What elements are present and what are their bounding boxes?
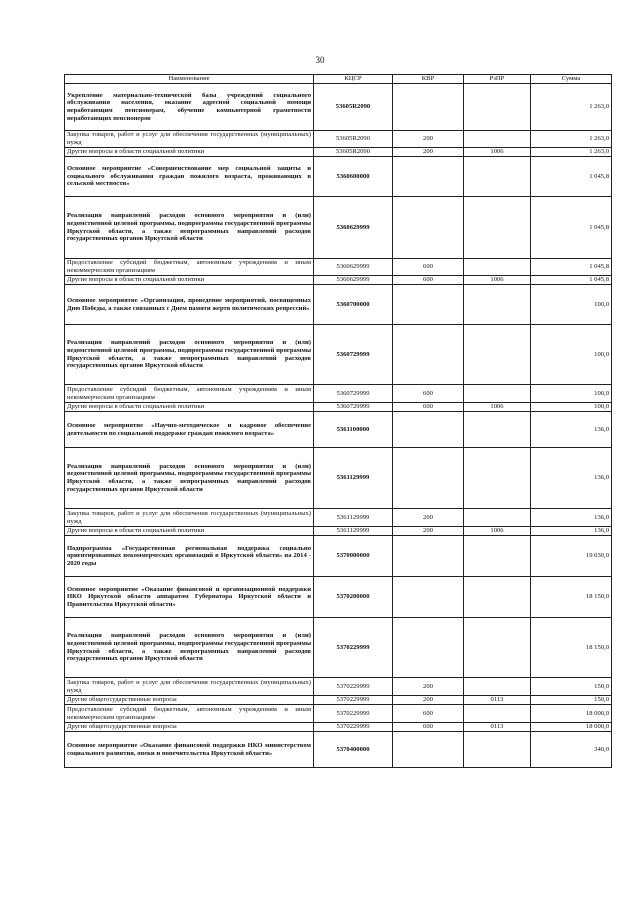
row-sum-cell: 18 150,0 bbox=[531, 618, 612, 678]
row-kvr-cell bbox=[393, 84, 464, 131]
row-rzpr-cell bbox=[464, 678, 531, 696]
row-kvr-cell bbox=[393, 448, 464, 509]
row-rzpr-cell bbox=[464, 705, 531, 723]
row-rzpr-cell bbox=[464, 509, 531, 527]
table-row bbox=[65, 678, 612, 696]
row-kvr-cell bbox=[393, 732, 464, 768]
row-kcsr-cell: 5360700000 bbox=[314, 285, 393, 325]
row-rzpr-cell bbox=[464, 285, 531, 325]
row-sum-cell: 136,0 bbox=[531, 509, 612, 527]
table-row bbox=[65, 325, 612, 385]
row-rzpr-cell bbox=[464, 197, 531, 259]
row-sum-cell: 136,0 bbox=[531, 527, 612, 536]
row-rzpr-cell bbox=[464, 618, 531, 678]
row-name-cell: Укрепление материально-технической базы учреждений социального обслуживания населения, оказание адресной социальной помощи неработающим пенсионерам, обучение компьютерной грамотности неработающих пенсионеров bbox=[65, 84, 314, 131]
row-kvr-cell: 600 bbox=[393, 385, 464, 403]
row-kcsr-cell: 5360600000 bbox=[314, 157, 393, 197]
row-name-cell: Закупка товаров, работ и услуг для обеспечения государственных (муниципальных) нужд bbox=[65, 509, 314, 527]
row-sum-cell: 18 150,0 bbox=[531, 577, 612, 618]
row-kcsr-cell: 5370200000 bbox=[314, 577, 393, 618]
row-kcsr-cell: 5360629999 bbox=[314, 276, 393, 285]
row-name-cell: Основное мероприятие «Оказание финансовой и организационной поддержки НКО Иркутской области аппаратом Губернатора Иркутской области и Правительства Иркутской области» bbox=[65, 577, 314, 618]
row-name-cell: Предоставление субсидий бюджетным, автономным учреждениям и иным некоммерческим организациям bbox=[65, 705, 314, 723]
row-kcsr-cell: 53605R2090 bbox=[314, 84, 393, 131]
row-rzpr-cell bbox=[464, 157, 531, 197]
row-name-cell: Предоставление субсидий бюджетным, автономным учреждениям и иным некоммерческим организациям bbox=[65, 259, 314, 276]
row-kvr-cell: 200 bbox=[393, 148, 464, 157]
table-row bbox=[65, 403, 612, 412]
row-kvr-cell bbox=[393, 285, 464, 325]
table-header bbox=[65, 75, 612, 84]
row-sum-cell: 100,0 bbox=[531, 325, 612, 385]
row-name-cell: Другие общегосударственные вопросы bbox=[65, 723, 314, 732]
table-row bbox=[65, 131, 612, 148]
budget-table bbox=[64, 74, 612, 768]
row-rzpr-cell bbox=[464, 412, 531, 448]
table-row bbox=[65, 527, 612, 536]
row-rzpr-cell bbox=[464, 448, 531, 509]
row-name-cell: Другие вопросы в области социальной политики bbox=[65, 276, 314, 285]
row-kvr-cell bbox=[393, 536, 464, 577]
row-rzpr-cell: 1006 bbox=[464, 403, 531, 412]
row-sum-cell: 1 045,8 bbox=[531, 197, 612, 259]
row-kvr-cell: 200 bbox=[393, 527, 464, 536]
row-kvr-cell bbox=[393, 325, 464, 385]
row-rzpr-cell bbox=[464, 259, 531, 276]
row-sum-cell: 1 263,0 bbox=[531, 84, 612, 131]
row-rzpr-cell bbox=[464, 131, 531, 148]
table-row bbox=[65, 285, 612, 325]
table-row bbox=[65, 577, 612, 618]
row-kvr-cell: 200 bbox=[393, 131, 464, 148]
row-kcsr-cell: 53605R2090 bbox=[314, 148, 393, 157]
row-kcsr-cell: 5360729999 bbox=[314, 325, 393, 385]
row-name-cell: Реализация направлений расходов основного мероприятия и (или) ведомственной целевой программы, подпрограммы государственной программы Иркутской области, а также непрограммных направлений расходов государственных органов Иркутской области bbox=[65, 197, 314, 259]
row-sum-cell: 340,0 bbox=[531, 732, 612, 768]
table-body bbox=[65, 84, 612, 768]
table-row bbox=[65, 723, 612, 732]
row-sum-cell: 19 030,0 bbox=[531, 536, 612, 577]
table-row bbox=[65, 618, 612, 678]
row-sum-cell: 1 045,8 bbox=[531, 259, 612, 276]
table-row bbox=[65, 276, 612, 285]
header-kcsr: КЦСР bbox=[314, 75, 393, 84]
row-name-cell: Основное мероприятие «Научно-методическое и кадровое обеспечение деятельности по социальной поддержке граждан пожилого возраста» bbox=[65, 412, 314, 448]
row-sum-cell: 1 263,0 bbox=[531, 148, 612, 157]
row-kvr-cell bbox=[393, 197, 464, 259]
row-rzpr-cell: 0113 bbox=[464, 696, 531, 705]
row-rzpr-cell: 1006 bbox=[464, 527, 531, 536]
row-kcsr-cell: 5370229999 bbox=[314, 618, 393, 678]
table-row bbox=[65, 705, 612, 723]
table-row bbox=[65, 696, 612, 705]
row-sum-cell: 100,0 bbox=[531, 385, 612, 403]
row-kvr-cell: 200 bbox=[393, 678, 464, 696]
row-rzpr-cell bbox=[464, 325, 531, 385]
row-sum-cell: 1 045,8 bbox=[531, 157, 612, 197]
row-sum-cell: 100,0 bbox=[531, 403, 612, 412]
row-kvr-cell bbox=[393, 157, 464, 197]
row-rzpr-cell: 0113 bbox=[464, 723, 531, 732]
row-sum-cell: 1 263,0 bbox=[531, 131, 612, 148]
table-row bbox=[65, 448, 612, 509]
row-kvr-cell: 200 bbox=[393, 696, 464, 705]
row-kcsr-cell: 5361129999 bbox=[314, 527, 393, 536]
table-row bbox=[65, 259, 612, 276]
row-kcsr-cell: 5360729999 bbox=[314, 403, 393, 412]
row-sum-cell: 150,0 bbox=[531, 696, 612, 705]
row-kcsr-cell: 5361100000 bbox=[314, 412, 393, 448]
table-row bbox=[65, 412, 612, 448]
row-kcsr-cell: 53605R2090 bbox=[314, 131, 393, 148]
row-sum-cell: 100,0 bbox=[531, 285, 612, 325]
table-row bbox=[65, 84, 612, 131]
row-sum-cell: 150,0 bbox=[531, 678, 612, 696]
row-name-cell: Основное мероприятие «Совершенствование мер социальной защиты и социального обслуживания граждан пожилого возраста, проживающих в сельской местности» bbox=[65, 157, 314, 197]
row-kcsr-cell: 5360629999 bbox=[314, 259, 393, 276]
row-name-cell: Другие вопросы в области социальной политики bbox=[65, 527, 314, 536]
row-kcsr-cell: 5370229999 bbox=[314, 705, 393, 723]
row-rzpr-cell bbox=[464, 385, 531, 403]
row-rzpr-cell: 1006 bbox=[464, 276, 531, 285]
row-name-cell: Реализация направлений расходов основного мероприятия и (или) ведомственной целевой программы, подпрограммы государственной программы Иркутской области, а также непрограммных направлений расходов государственных органов Иркутской области bbox=[65, 618, 314, 678]
row-rzpr-cell bbox=[464, 732, 531, 768]
row-rzpr-cell bbox=[464, 84, 531, 131]
row-kcsr-cell: 5370229999 bbox=[314, 678, 393, 696]
page-number: 30 bbox=[315, 55, 325, 65]
row-kvr-cell: 600 bbox=[393, 276, 464, 285]
row-kvr-cell: 600 bbox=[393, 723, 464, 732]
row-kcsr-cell: 5360629999 bbox=[314, 197, 393, 259]
header-sum: Сумма bbox=[531, 75, 612, 84]
row-name-cell: Реализация направлений расходов основного мероприятия и (или) ведомственной целевой программы, подпрограммы государственной программы Иркутской области, а также непрограммных направлений расходов государственных органов Иркутской области bbox=[65, 448, 314, 509]
row-sum-cell: 18 000,0 bbox=[531, 705, 612, 723]
row-kcsr-cell: 5370229999 bbox=[314, 723, 393, 732]
row-kcsr-cell: 5361129999 bbox=[314, 509, 393, 527]
row-sum-cell: 1 045,8 bbox=[531, 276, 612, 285]
row-sum-cell: 136,0 bbox=[531, 448, 612, 509]
row-name-cell: Основное мероприятие «Оказание финансовой поддержки НКО министерством социального развития, опеки и попечительства Иркутской области» bbox=[65, 732, 314, 768]
row-kcsr-cell: 5370000000 bbox=[314, 536, 393, 577]
row-kcsr-cell: 5361129999 bbox=[314, 448, 393, 509]
row-kvr-cell bbox=[393, 412, 464, 448]
row-kvr-cell bbox=[393, 618, 464, 678]
row-kvr-cell: 200 bbox=[393, 509, 464, 527]
row-rzpr-cell: 1006 bbox=[464, 148, 531, 157]
row-name-cell: Другие общегосударственные вопросы bbox=[65, 696, 314, 705]
header-rzpr: РзПР bbox=[464, 75, 531, 84]
row-name-cell: Другие вопросы в области социальной политики bbox=[65, 148, 314, 157]
row-kvr-cell: 600 bbox=[393, 259, 464, 276]
row-kvr-cell bbox=[393, 577, 464, 618]
header-kvr: КВР bbox=[393, 75, 464, 84]
table-row bbox=[65, 536, 612, 577]
row-name-cell: Другие вопросы в области социальной политики bbox=[65, 403, 314, 412]
table-row bbox=[65, 197, 612, 259]
row-name-cell: Подпрограмма «Государственная региональная поддержка социально ориентированных некоммерческих организаций в Иркутской области» на 2014 - 2020 годы bbox=[65, 536, 314, 577]
row-kcsr-cell: 5370229999 bbox=[314, 696, 393, 705]
row-sum-cell: 18 000,0 bbox=[531, 723, 612, 732]
table-row bbox=[65, 732, 612, 768]
row-name-cell: Закупка товаров, работ и услуг для обеспечения государственных (муниципальных) нужд bbox=[65, 131, 314, 148]
row-name-cell: Основное мероприятие «Организация, проведение мероприятий, посвященных Дню Победы, а также связанных с Днем памяти жертв политических репрессий» bbox=[65, 285, 314, 325]
row-rzpr-cell bbox=[464, 536, 531, 577]
row-name-cell: Реализация направлений расходов основного мероприятия и (или) ведомственной целевой программы, подпрограммы государственной программы Иркутской области, а также непрограммных направлений расходов государственных органов Иркутской области bbox=[65, 325, 314, 385]
table-row bbox=[65, 157, 612, 197]
table-row bbox=[65, 385, 612, 403]
row-name-cell: Предоставление субсидий бюджетным, автономным учреждениям и иным некоммерческим организациям bbox=[65, 385, 314, 403]
row-kvr-cell: 600 bbox=[393, 403, 464, 412]
table-row bbox=[65, 148, 612, 157]
row-sum-cell: 136,0 bbox=[531, 412, 612, 448]
row-kcsr-cell: 5360729999 bbox=[314, 385, 393, 403]
row-kcsr-cell: 5370400000 bbox=[314, 732, 393, 768]
row-kvr-cell: 600 bbox=[393, 705, 464, 723]
table-row bbox=[65, 509, 612, 527]
header-name: Наименование bbox=[65, 75, 314, 84]
row-name-cell: Закупка товаров, работ и услуг для обеспечения государственных (муниципальных) нужд bbox=[65, 678, 314, 696]
row-rzpr-cell bbox=[464, 577, 531, 618]
